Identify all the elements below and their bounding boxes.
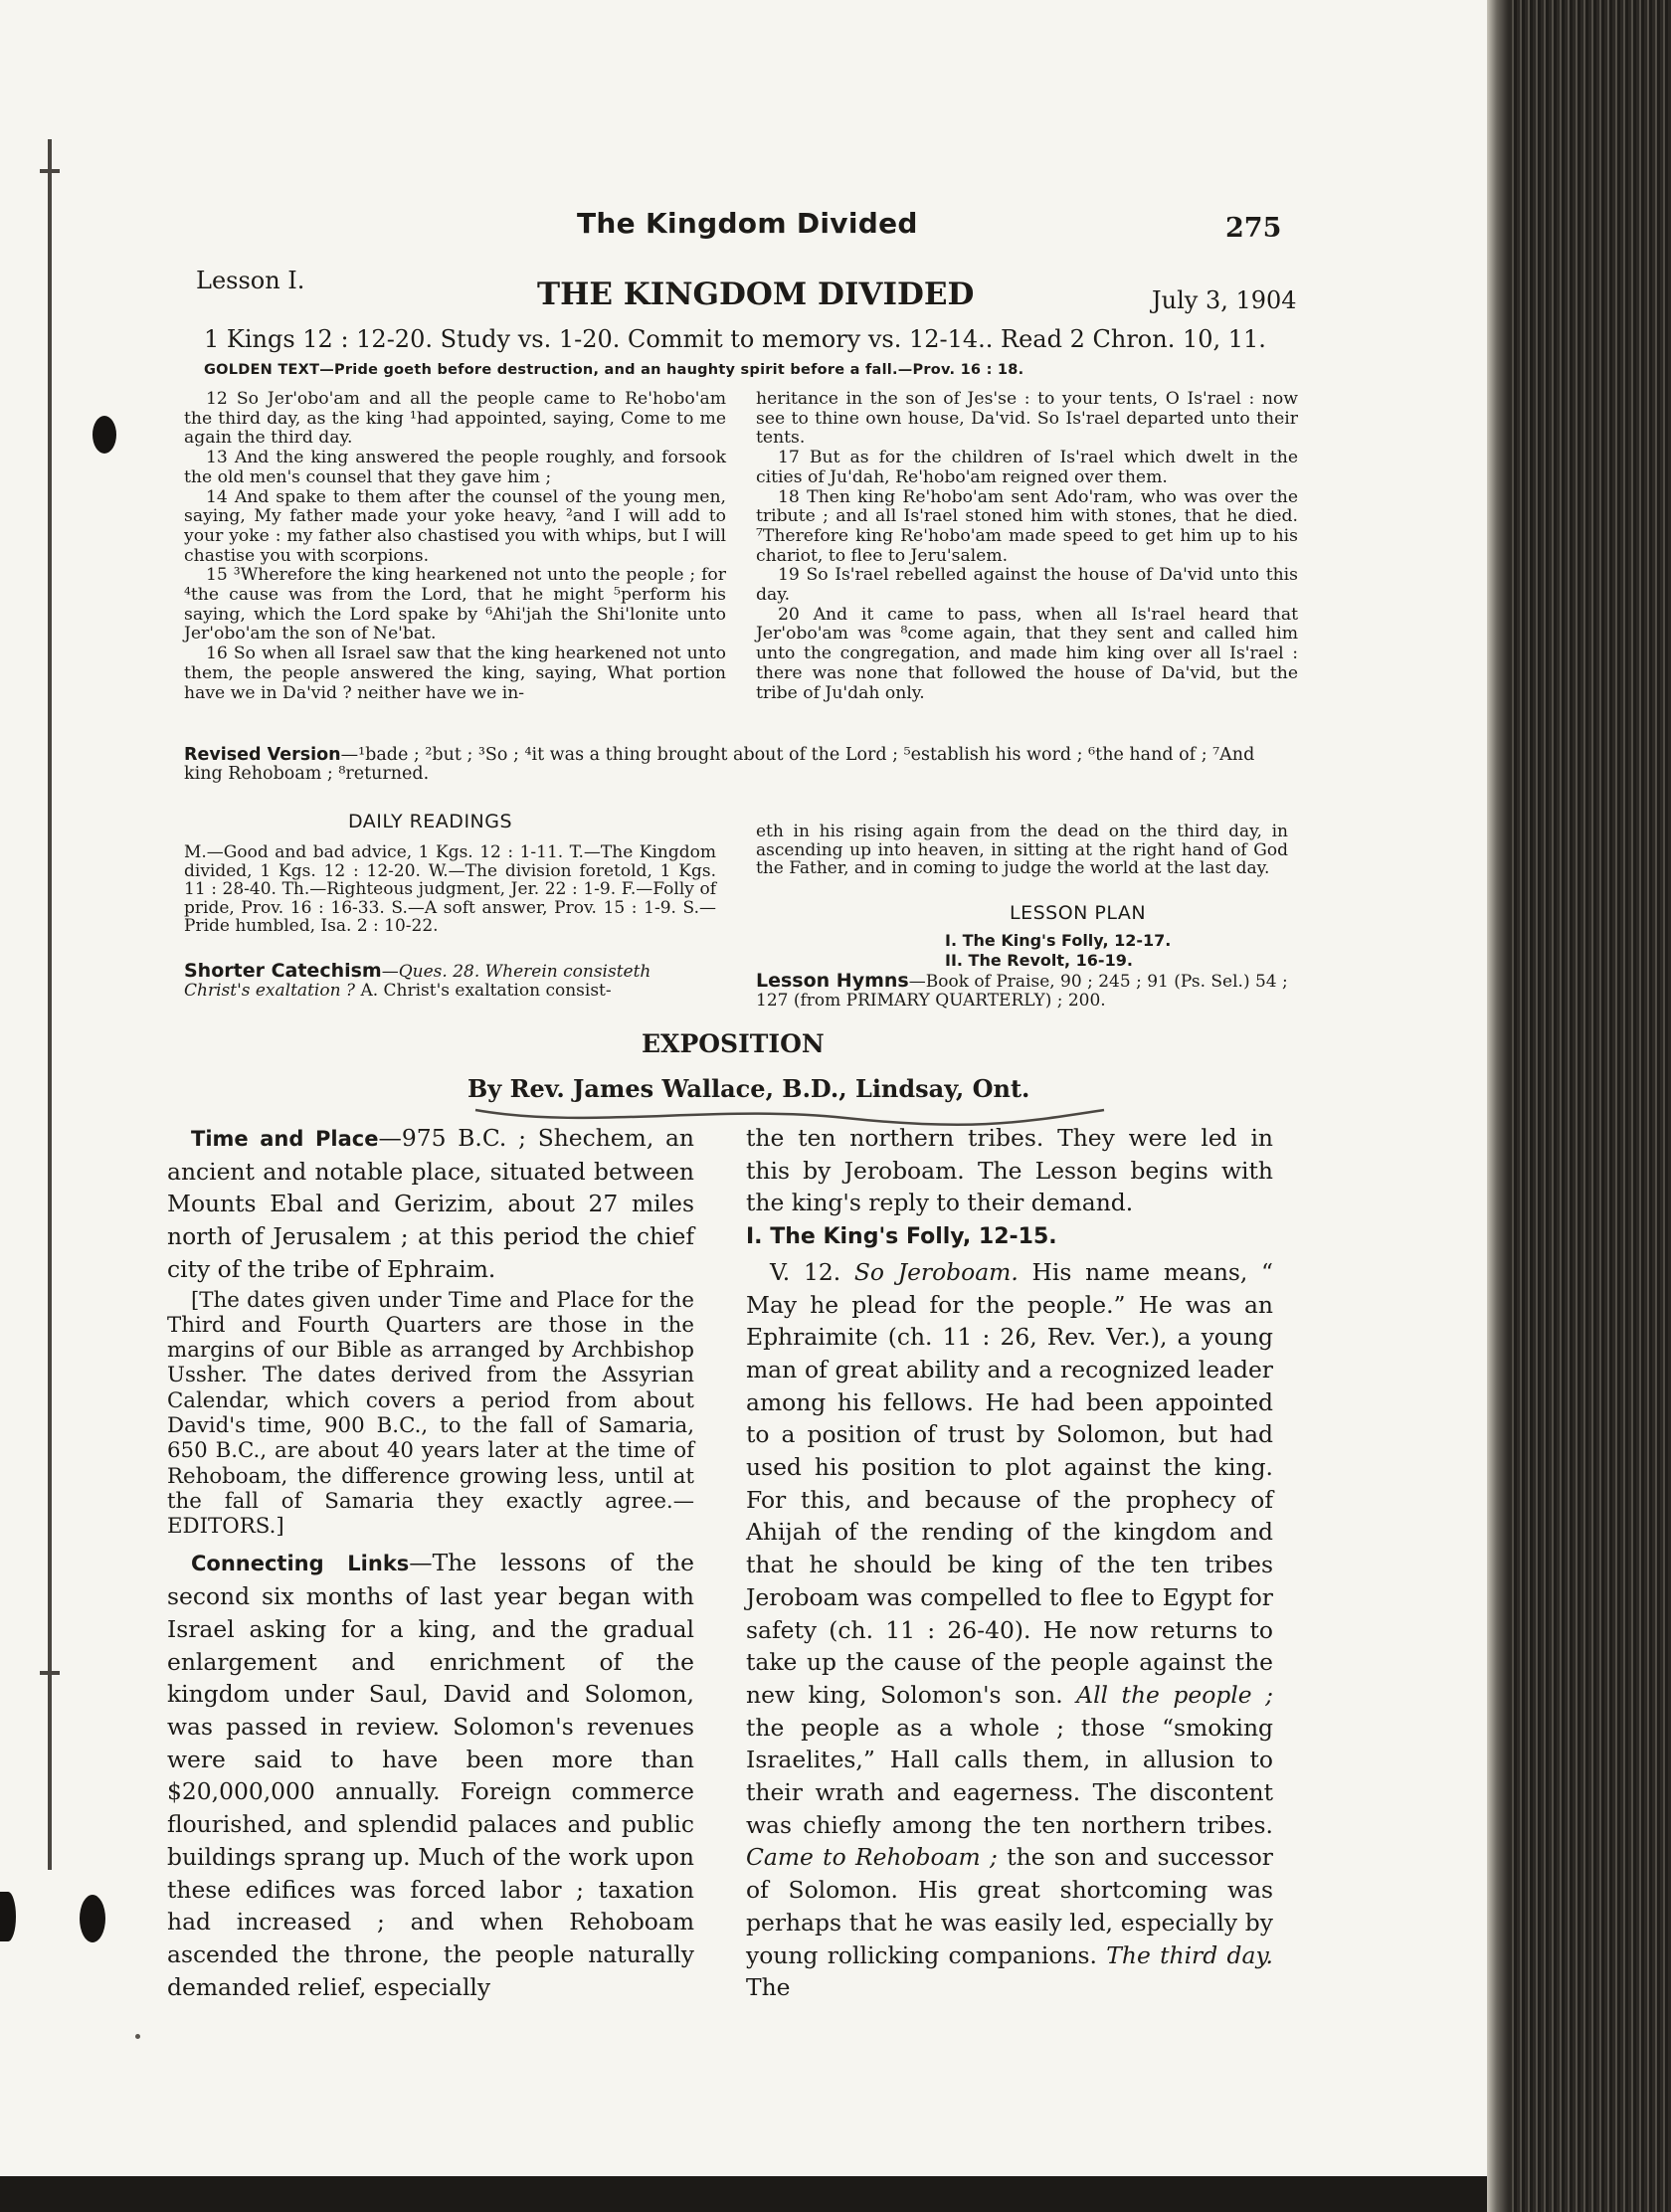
background-bottom: [0, 2176, 1487, 2212]
verse: heritance in the son of Jes'se : to your tents, O Is'rael : now see to thine own house, Da'vid. So Is'rael departed unto their tents.: [756, 389, 1298, 449]
catechism-label: Shorter Catechism: [184, 960, 382, 982]
lesson-plan-heading: LESSON PLAN: [1010, 902, 1147, 924]
time-and-place-text: —975 B.C. ; Shechem, an ancient and notable place, situated between Mounts Ebal and Gerizim, about 27 miles north of Jerusalem ; at this period the chief city of the tribe of Ephraim.: [167, 1124, 694, 1283]
catechism-answer-continued: eth in his rising again from the dead on the third day, in ascending up into heaven, in sitting at the right hand of God the Father, and in coming to judge the world at the last day.: [756, 822, 1288, 878]
shorter-catechism: [184, 962, 716, 1000]
passage-right-column: [756, 390, 1298, 703]
verse: 15 ³Wherefore the king hearkened not unto the people ; for ⁴the cause was from the Lord, that he might ⁵perform his saying, which the Lord spake by ⁶Ahi'jah the Shi'lonite unto Jer'obo'am the son of Ne'bat.: [184, 565, 726, 645]
verse: 16 So when all Israel saw that the king hearkened not unto them, the people answered the king, saying, What portion have we in Da'vid ? neither have we in-: [184, 644, 726, 703]
commentary-text: the son and successor of Solomon. His great shortcoming was perhaps that he was easily led, especially by young rollicking companions.: [746, 1843, 1273, 1969]
catechism-answer: A. Christ's exaltation consist-: [360, 980, 612, 1001]
exposition-right-column: [746, 1122, 1273, 2004]
hymns-text: —Book of Praise, 90 ; 245 ; 91 (Ps. Sel.) 54 ; 127 (from PRIMARY QUARTERLY) ; 200.: [756, 972, 1288, 1011]
ink-speck: [135, 2034, 140, 2039]
daily-readings-heading: DAILY READINGS: [348, 811, 513, 832]
binding-tick: [40, 1671, 60, 1675]
exposition-left-column: [167, 1122, 694, 2003]
section-heading: I. The King's Folly, 12-15.: [746, 1224, 1057, 1250]
lesson-number: Lesson I.: [196, 267, 305, 294]
verse: 12 So Jer'obo'am and all the people came to Re'hobo'am the third day, as the king ¹had appointed, saying, Come to me again the third day.: [184, 389, 726, 449]
commentary-text: the people as a whole ; those “smoking Israelites,” Hall calls them, in allusion to their wrath and eagerness. The discontent was chiefly among the ten northern tribes.: [746, 1713, 1273, 1839]
golden-text: GOLDEN TEXT—Pride goeth before destruction, and an haughty spirit before a fall.—Prov. 16 : 18.: [204, 362, 1024, 378]
hymns-label: Lesson Hymns: [756, 970, 909, 992]
quoted-phrase: All the people ;: [1076, 1680, 1273, 1709]
catechism-question: Wherein consisteth Christ's exaltation ?: [184, 962, 651, 1001]
book-page-edges: [1509, 0, 1671, 2212]
page-gutter-shadow: [1487, 0, 1509, 2212]
page-number: 275: [1225, 213, 1282, 244]
binding-hole: [0, 1892, 16, 1941]
editors-note: [The dates given under Time and Place for the Third and Fourth Quarters are those in the margins of our Bible as arranged by Archbishop Ussher. The dates derived from the Assyrian Calendar, which covers a period from about David's time, 900 B.C., to the fall of Samaria, 650 B.C., are about 40 years later at the time of Rehoboam, the difference growing less, until at the fall of Samaria they exactly agree.—EDITORS.]: [167, 1287, 694, 1540]
connecting-links-label: Connecting Links: [191, 1552, 410, 1576]
author-byline: By Rev. James Wallace, B.D., Lindsay, Ont.: [467, 1074, 1030, 1103]
verse: 14 And spake to them after the counsel of the young men, saying, My father made your yoke heavy, ²and I will add to your yoke : my father also chastised you with whips, but I will chastise you with scorpions.: [184, 486, 726, 566]
revised-version-text: —¹bade ; ²but ; ³So ; ⁴it was a thing brought about of the Lord ; ⁵establish his word ; ⁶the hand of ; ⁷And king Rehoboam ; ⁸returned.: [184, 745, 1255, 784]
verse-ref: V. 12.: [770, 1257, 841, 1286]
lesson-plan-item: II. The Revolt, 16-19.: [945, 951, 1133, 970]
verse: 18 Then king Re'hobo'am sent Ado'ram, who was over the tribute ; and all Is'rael stoned him with stones, that he died. ⁷Therefore king Re'hobo'am made speed to get him up to his chariot, to flee to Jeru'salem.: [756, 486, 1298, 566]
binding-rule: [48, 139, 52, 1870]
binding-hole: [80, 1895, 105, 1942]
connecting-links: [167, 1547, 694, 2003]
commentary-text: His name means, “ May he plead for the people.” He was an Ephraimite (ch. 11 : 26, Rev. Ver.), a young man of great ability and a recognized leader among his fellows. He had been appointed to a position of trust by Solomon, but had used his position to plot against the king. For this, and because of the prophecy of Ahijah of the rending of the kingdom and that he should be king of the ten tribes Jeroboam was compelled to flee to Egypt for safety (ch. 11 : 26-40). He now returns to take up the cause of the people against the new king, Solomon's son.: [746, 1257, 1273, 1709]
lesson-title: THE KINGDOM DIVIDED: [537, 276, 975, 312]
verse: 13 And the king answered the people roughly, and forsook the old men's counsel that they gave him ;: [184, 448, 726, 487]
verse-12-commentary: [746, 1256, 1273, 2004]
passage-left-column: [184, 390, 726, 703]
lesson-plan-item: I. The King's Folly, 12-17.: [945, 931, 1172, 950]
verse: 19 So Is'rael rebelled against the house of Da'vid unto this day.: [756, 565, 1298, 606]
quoted-phrase: Came to Rehoboam ;: [746, 1843, 998, 1872]
time-and-place: [167, 1122, 694, 1286]
revised-version-notes: [184, 746, 1290, 784]
binding-hole: [93, 416, 116, 454]
lesson-date: July 3, 1904: [1152, 286, 1297, 314]
time-and-place-label: Time and Place: [191, 1127, 379, 1151]
connecting-links-text: —The lessons of the second six months of last year began with Israel asking for a king, and the gradual enlargement and enrichment of the kingdom under Saul, David and Solomon, was passed in review. Solomon's revenues were said to have been more than $20,000,000 annually. Foreign commerce flourished, and splendid palaces and public buildings sprang up. Much of the work upon these edifices was forced labor ; taxation had increased ; and when Rehoboam ascended the throne, the people naturally demanded relief, especially: [167, 1549, 694, 2001]
commentary-text: The: [746, 1973, 791, 2002]
binding-tick: [40, 169, 60, 173]
verse: 17 But as for the children of Is'rael which dwelt in the cities of Ju'dah, Re'hobo'am reigned over them.: [756, 448, 1298, 487]
scripture-reference: 1 Kings 12 : 12-20. Study vs. 1-20. Commit to memory vs. 12-14.. Read 2 Chron. 10, 11.: [204, 325, 1266, 353]
quoted-phrase: The third day.: [1106, 1940, 1273, 1969]
quoted-phrase: So Jeroboam.: [853, 1257, 1019, 1286]
catechism-ques: —Ques. 28.: [381, 962, 480, 982]
exposition-heading: EXPOSITION: [642, 1029, 825, 1058]
revised-version-label: Revised Version: [184, 745, 341, 765]
daily-readings-text: M.—Good and bad advice, 1 Kgs. 12 : 1-11. T.—The Kingdom divided, 1 Kgs. 12 : 12-20. W.—The division foretold, 1 Kgs. 11 : 28-40. Th.—Righteous judgment, Jer. 22 : 1-9. F.—Folly of pride, Prov. 16 : 16-33. S.—A soft answer, Prov. 15 : 1-9. S.—Pride humbled, Isa. 2 : 10-22.: [184, 842, 716, 936]
lesson-hymns: [756, 972, 1288, 1011]
running-title: The Kingdom Divided: [577, 207, 918, 240]
exposition-intro: the ten northern tribes. They were led in this by Jeroboam. The Lesson begins with the king's reply to their demand.: [746, 1124, 1273, 1217]
verse: 20 And it came to pass, when all Is'rael heard that Jer'obo'am was ⁸come again, that they sent and called him unto the congregation, and made him king over all Is'rael : there was none that followed the house of Da'vid, but the tribe of Ju'dah only.: [756, 604, 1298, 703]
